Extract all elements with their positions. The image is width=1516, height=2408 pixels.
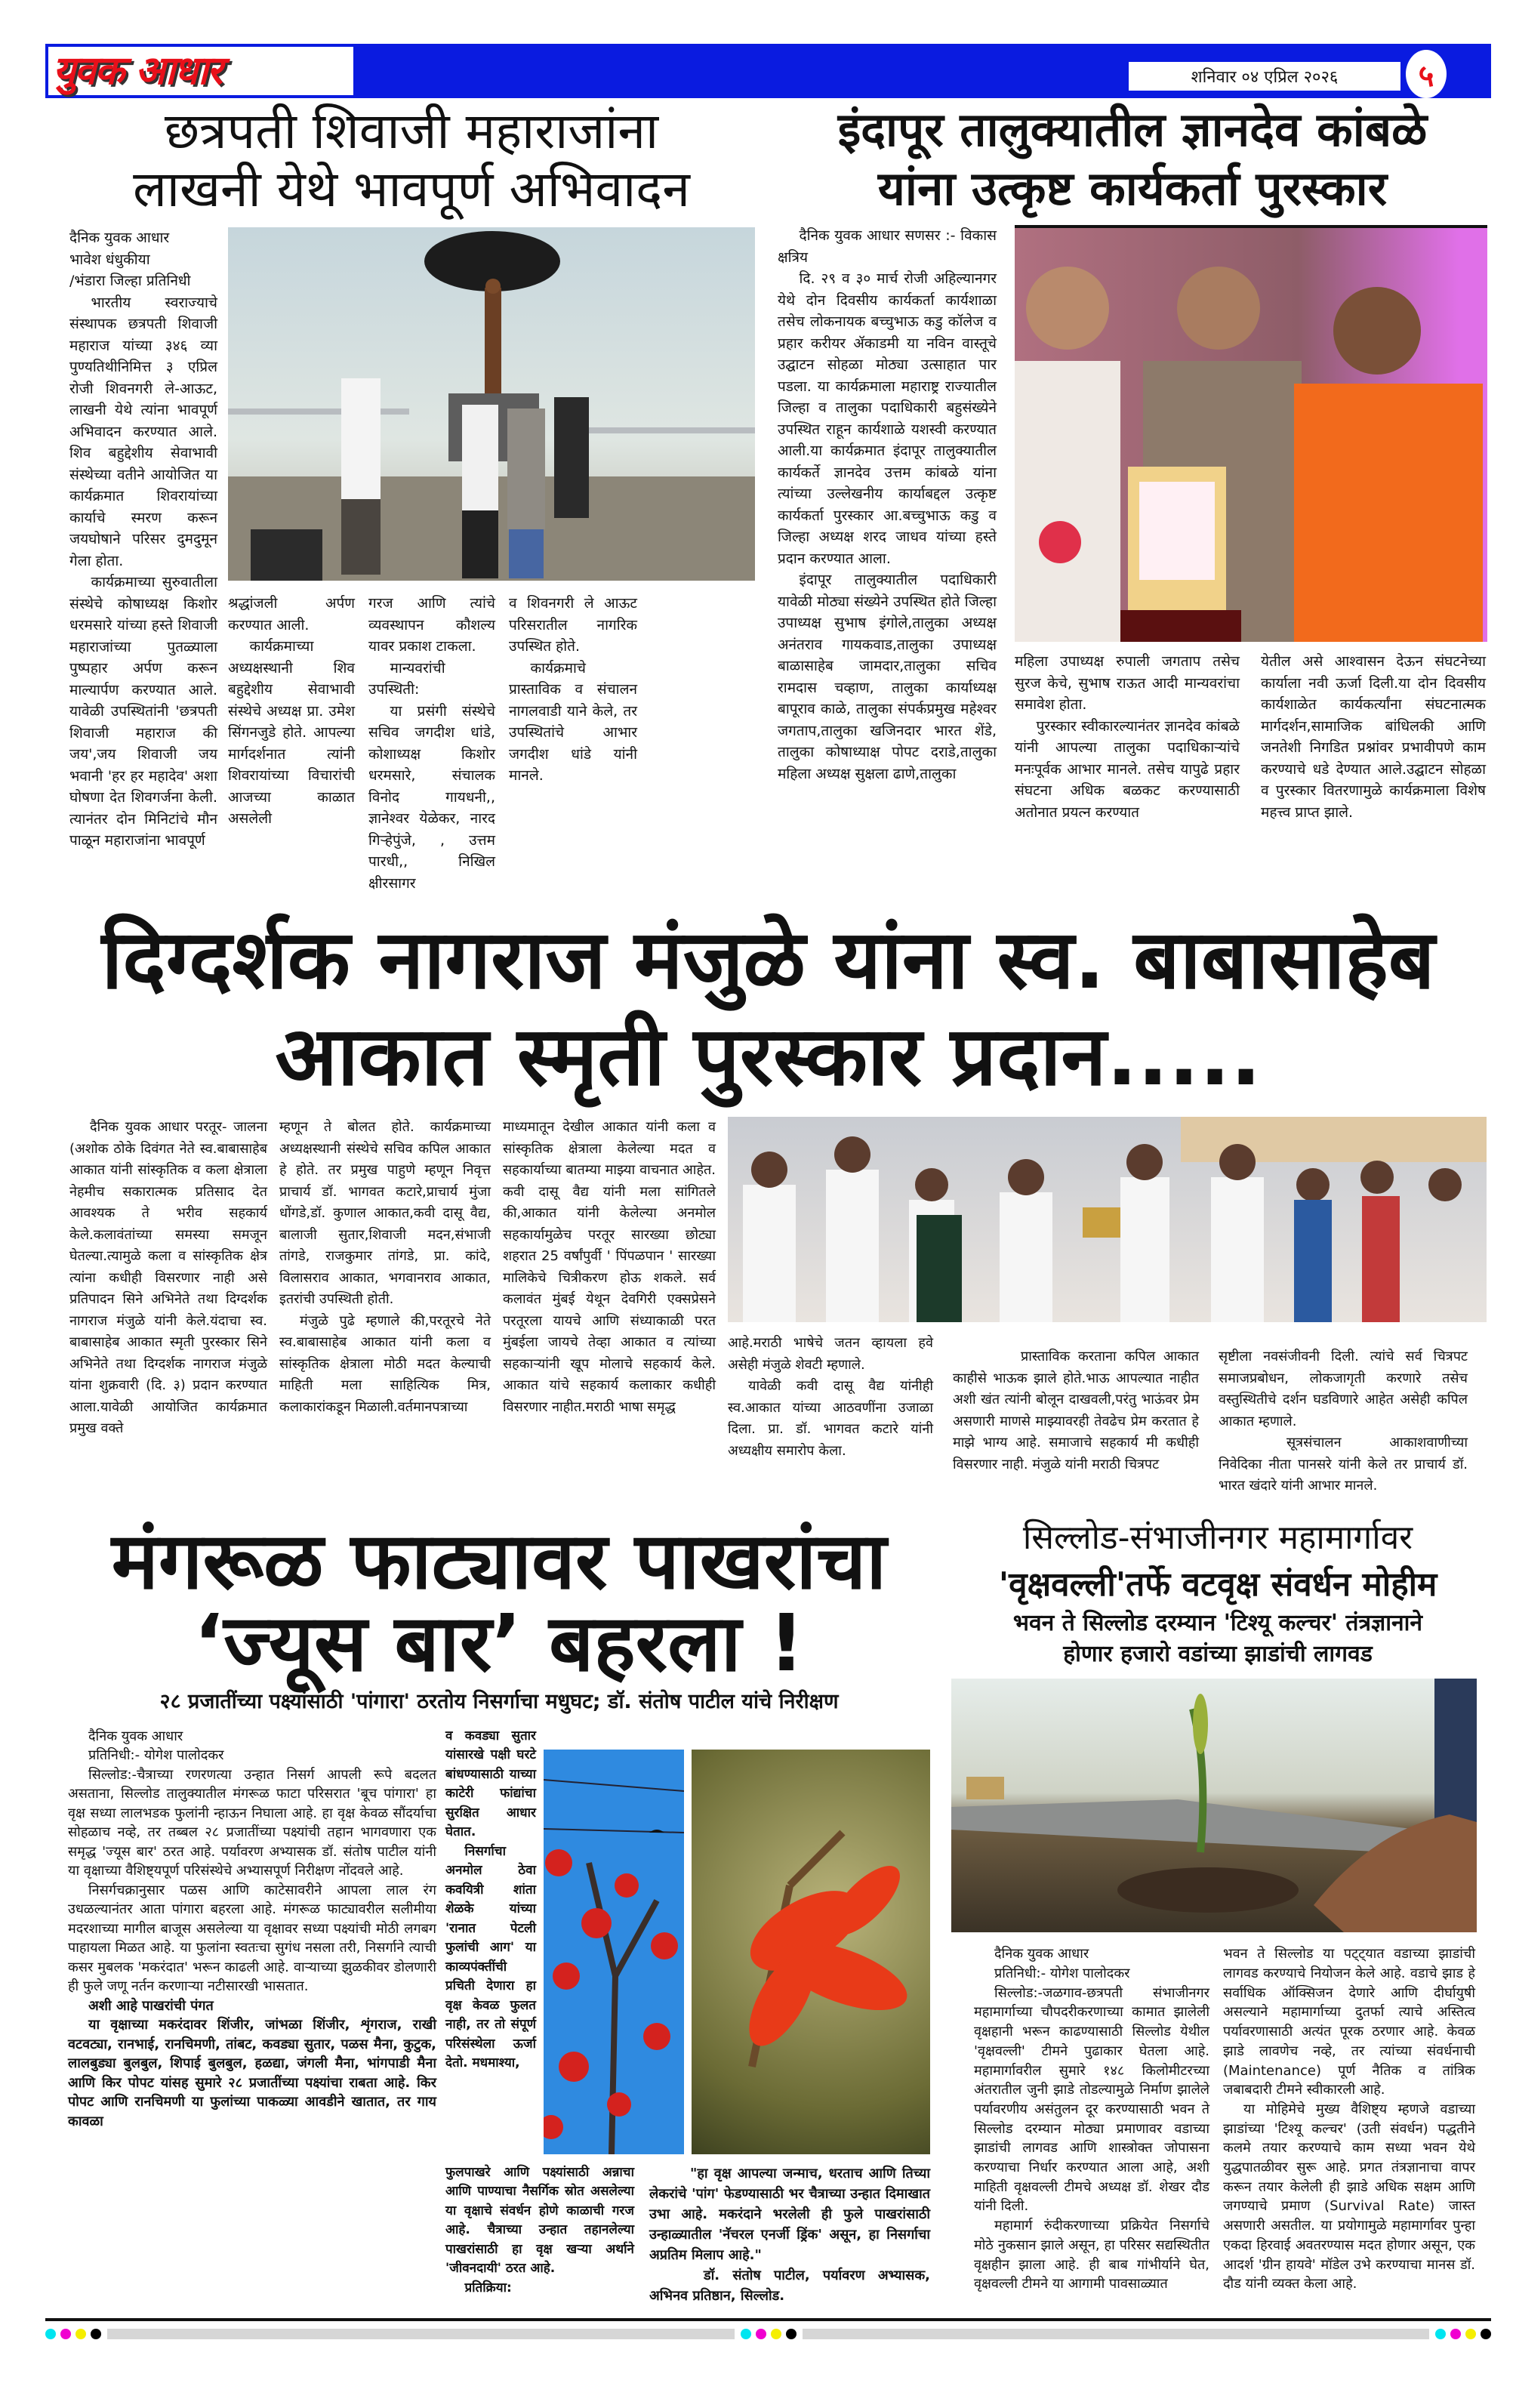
award-group-image — [728, 1117, 1487, 1322]
byline: दैनिक युवक आधार — [69, 230, 170, 247]
pangara-upper — [445, 1727, 930, 2154]
yellow-dot — [771, 2329, 781, 2339]
manjule-col-6 — [1219, 1346, 1468, 1497]
kamble-lower-cols — [1015, 651, 1487, 823]
pangara-flower-image — [692, 1750, 930, 2154]
article-vrukshavalli — [951, 1520, 1484, 2294]
pangara-headline — [68, 1514, 930, 1689]
headline-line: यांना उत्कृष्ट कार्यकर्ता पुरस्कार — [877, 161, 1388, 217]
kamble-body — [778, 225, 1487, 823]
footer-bar-left — [107, 2329, 735, 2339]
paragraph: दैनिक युवक आधार परतूर- जालना (अशोक ठोके दिवंगत नेते स्व.बाबासाहेब आकात यांनी सांस्कृतिक व कला क्षेत्राला नेहमीच सकारात्मक प्रतिसाद देत आवश्यक ते भरीव सहकार्य केले.कलावंतांच्या समस्या समजून घेतल्या.त्यामुळे कला व सांस्कृतिक क्षेत्र त्यांना कधीही विसरणार नाही असे प्रतिपादन सिने अभिनेते तथा दिग्दर्शक नागराज मंजुळे यांनी केले.यंदाचा स्व. बाबासाहेब आकात स्मृती पुरस्कार सिने अभिनेते तथा दिग्दर्शक नागराज मंजुळे यांना शुक्रवारी (दि. ३) प्रदान करण्यात आला.यावेळी आयोजित कार्यक्रमात प्रमुख वक्ते — [69, 1119, 267, 1437]
paragraph: निसर्गाचा अनमोल ठेवा कवयित्री शांता शेळके यांच्या 'रानात पेटली फुलांची आग' या काव्यपंक्तींची प्रचिती देणारा हा वृक्ष केवळ फुलत नाही, तर तो संपूर्ण परिसंस्थेला ऊर्जा देतो. मधमाश्या, — [445, 1843, 536, 2071]
paragraph: भवन ते सिल्लोड या पट्ट्यात वडाच्या झाडांची लागवड करण्याचे नियोजन केले आहे. वडाचे झाड हे सर्वाधिक ऑक्सिजन देणारे आणि दीर्घायुषी असल्याने महामार्गाच्या दुतर्फा त्याचे अस्तित्व पर्यावरणासाठी अत्यंत पूरक ठरणार आहे. केवळ झाडे लावणेच नव्हे, तर त्यांच्या संवर्धनाची (Maintenance) पूर्ण नैतिक व तांत्रिक जबाबदारी टीमने स्वीकारली आहे. — [1223, 1946, 1475, 2098]
paragraph: आहे.मराठी भाषेचे जतन व्हायला हवे असेही मंजुळे शेवटी म्हणाले. — [728, 1335, 933, 1373]
manjule-lower-cols — [728, 1333, 1487, 1497]
pangara-col-1 — [68, 1727, 436, 2132]
kamble-col-3 — [1261, 651, 1486, 823]
kamble-col-2 — [1015, 651, 1240, 823]
subheading: अशी आहे पाखरांची पंगत — [88, 1997, 214, 2014]
subheadline-line: होणार हजारो वडांच्या झाडांची लागवड — [1063, 1641, 1373, 1668]
footer-rule — [45, 2318, 1491, 2321]
vruksh-col-2 — [1223, 1944, 1475, 2294]
paragraph: फुलपाखरे आणि पक्ष्यांसाठी अन्नाचा आणि पाण्याचा नैसर्गिक स्रोत असलेल्या या वृक्षाचे संवर्धन होणे काळाची गरज आहे. चैत्राच्या उन्हात तहानलेल्या पाखरांसाठी हा वृक्ष खऱ्या अर्थाने 'जीवनदायी' ठरत आहे. — [445, 2164, 634, 2277]
headline-line: छत्रपती शिवाजी महाराजांना — [164, 102, 659, 160]
registration-dots-center — [741, 2329, 797, 2339]
paragraph: सिल्लोड:-चैत्राच्या रणरणत्या उन्हात निसर्ग आपली रूपे बदलत असताना, सिल्लोड तालुक्यातील मंगरूळ फाटा परिसरात 'बूच पांगारा' हा वृक्ष सध्या लालभडक फुलांनी न्हाऊन निघाला आहे. हा वृक्ष केवळ सौंदर्याचा सोहळाच नव्हे, तर तब्बल २८ प्रजातींच्या पक्ष्यांची तहान भागवणारा एक समृद्ध 'ज्यूस बार' ठरत आहे. पर्यावरण अभ्यासक डॉ. संतोष पाटील यांनी या वृक्षाच्या वैशिष्ट्यपूर्ण परिसंस्थेचे अभ्यासपूर्ण निरीक्षण नोंदवले आहे. — [68, 1766, 436, 1879]
paragraph: कार्यक्रमाच्या सुरुवातीला संस्थेचे कोषाध्यक्ष किशोर धरमसारे यांच्या हस्ते शिवाजी महाराजांच्या पुतळ्याला पुष्पहार अर्पण करून माल्यार्पण करण्यात आले. यावेळी उपस्थितांनी 'छत्रपती शिवाजी महाराज की जय',जय शिवाजी जय भवानी 'हर हर महादेव' अशा घोषणा देत शिवगर्जना केली. त्यानंतर दोन मिनिटांचे मौन पाळून महाराजांना भावपूर्ण — [69, 574, 217, 849]
pangara-col-3 — [445, 2163, 634, 2299]
headline-line: दिग्दर्शक नागराज मंजुळे यांना स्व. बाबासाहेब — [101, 913, 1435, 1008]
registration-dots-left — [45, 2329, 101, 2339]
logo-text: युवक आधार — [53, 48, 221, 94]
headline-line: ‘ज्यूस बार’ बहरला ! — [193, 1596, 805, 1689]
byline: दैनिक युवक आधार — [994, 1946, 1089, 1962]
byline: /भंडारा जिल्हा प्रतिनिधी — [69, 273, 191, 290]
page-number: ५ — [1406, 50, 1447, 98]
newspaper-logo — [48, 47, 353, 95]
byline: भावेश धंधुकीया — [69, 251, 150, 268]
subheadline-line: भवन ते सिल्लोड दरम्यान 'टिश्यू कल्चर' तंत्रज्ञानाने — [1012, 1610, 1423, 1637]
headline-line: सिल्लोड-संभाजीनगर महामार्गावर — [1022, 1518, 1413, 1557]
issue-date: शनिवार ०४ एप्रिल २०२६ — [1129, 62, 1400, 91]
subheading: प्रतिक्रिया: — [464, 2280, 512, 2295]
photo-pangara-flower — [692, 1750, 930, 2154]
headline-line: लाखनी येथे भावपूर्ण अभिवादन — [133, 159, 690, 218]
shivaji-headline — [45, 104, 755, 217]
paragraph: माध्यमातून देखील आकात यांनी कला व सांस्कृतिक क्षेत्राला केलेल्या मदत व सहकार्याच्या बातम्या माझ्या वाचनात आहेत. कवी दासू वैद्य यांनी मला सांगितले की,आकात यांनी केलेल्या अनमोल सहकार्यामुळेच परतूर सारख्या छोट्या शहरात 25 वर्षांपुर्वी ' पिंपळपान ' सारख्या मालिकेचे चित्रीकरण होऊ शकले. सर्व कलावंत मुंबई येथून देवगिरी एक्सप्रेसने परतूरला यायचे आणि संध्याकाळी परत मुंबईला जायचे तेव्हा आकात व त्यांच्या सहकाऱ्यांनी खूप मोलाचे सहकार्य केले. आकात यांचे सहकार्य कलाकार कधीही विसरणार नाहीत.मराठी भाषा समृद्ध — [503, 1119, 716, 1415]
black-dot — [786, 2329, 797, 2339]
manjule-col-5 — [953, 1346, 1199, 1475]
byline: दैनिक युवक आधार सणसर :- विकास क्षत्रिय — [778, 227, 997, 266]
pull-quote: "हा वृक्ष आपल्या जन्माच, धरताच आणि तिच्या लेकरांचे 'पांग' फेडण्यासाठी भर चैत्राच्या उन्हात दिमाखात उभा आहे. मकरंदाने भरलेली ही फुले पाखरांसाठी उन्हाळ्यातील 'नॅचरल एनर्जी ड्रिंक' असून, हा निसर्गाचा अप्रतिम मिलाप आहे." — [649, 2165, 930, 2263]
photo-bird-tree — [544, 1750, 684, 2154]
paragraph: सिल्लोड:-जळगाव-छत्रपती संभाजीनगर महामार्गाच्या चौपदरीकरणाच्या कामात झालेली वृक्षहानी भरून काढण्यासाठी सिल्लोड येथील 'वृक्षवल्ली' टीमने पुढाकार घेतला आहे. महामार्गावरील सुमारे १४८ किलोमीटरच्या अंतरातील जुनी झाडे तोडल्यामुळे निर्माण झालेले पर्यावरणीय असंतुलन दूर करण्यासाठी भवन ते सिल्लोड दरम्यान मोठ्या प्रमाणावर वडाच्या झाडांची लागवड आणि शास्त्रोक्त जोपासना करण्याचा निर्धार करण्यात आला आहे, अशी माहिती वृक्षवल्ली टीमचे अध्यक्ष डॉ. शेखर दौड यांनी दिली. — [974, 1984, 1209, 2215]
headline-line: मंगरूळ फाट्यावर पाखरांचा — [111, 1514, 887, 1607]
paragraph: सूत्रसंचालन आकाशवाणीच्या निवेदिका नीता पानसरे यांनी केले तर प्राचार्य डॉ. भारत खंदारे यांनी आभार मानले. — [1219, 1435, 1468, 1494]
article-kamble — [778, 104, 1487, 823]
paragraph: या मोहिमेचे मुख्य वैशिष्ट्य म्हणजे वडाच्या झाडांच्या 'टिश्यू कल्चर' (उती संवर्धन) पद्धतीने कलमे तयार करण्याचे काम सध्या भवन येथे युद्धपातळीवर सुरू आहे. प्रगत तंत्रज्ञानाचा वापर करून तयार केलेली ही झाडे अधिक सक्षम आणि जगण्याचे प्रमाण (Survival Rate) जास्त असणारी असतील. या प्रयोगामुळे महामार्गावर पुन्हा एकदा हिरवाई अवतरण्यास मदत होणार असून, एक आदर्श 'ग्रीन हायवे' मॉडेल उभे करण्याचा मानस डॉ. दौड यांनी व्यक्त केला आहे. — [1223, 2101, 1475, 2292]
paragraph: श्रद्धांजली अर्पण करण्यात आली. — [228, 595, 355, 634]
headline-line: आकात स्मृती पुरस्कार प्रदान..... — [275, 1009, 1262, 1104]
photo-tree-planting — [951, 1679, 1477, 1932]
sapling-planting-image — [951, 1679, 1477, 1932]
byline: प्रतिनिधी:- योगेश पालोदकर — [88, 1747, 224, 1764]
masthead-bar — [45, 44, 1491, 98]
cyan-dot — [1435, 2329, 1446, 2339]
shivaji-col-4 — [509, 593, 637, 787]
paragraph: दि. २९ व ३० मार्च रोजी अहिल्यानगर येथे दोन दिवसीय कार्यकर्ता कार्यशाळा तसेच लोकनायक बच्चुभाऊ कडु कॉलेज व प्रहार करीयर ॲकाडमी या नविन वास्तूचे उद्घाटन सोहळा मोठ्या उत्साहात पार पडला. या कार्यक्रमाला महाराष्ट्र राज्यातील जिल्हा व तालुका पदाधिकारी बहुसंख्येने उपस्थित राहून कार्यशाळे यशस्वी करण्यात आली.या कार्यक्रमात इंदापूर तालुक्यातील कार्यकर्ते ज्ञानदेव उत्तम कांबळे यांना त्यांच्या उल्लेखनीय कार्याबद्दल उत्कृष्ट कार्यकर्ता पुरस्कार आ.बच्चुभाऊ कडु व जिल्हा अध्यक्ष शरद जाधव यांच्या हस्ते प्रदान करण्यात आला. — [778, 270, 997, 567]
pangara-right-area — [445, 1727, 930, 2306]
shivaji-col-3 — [368, 593, 495, 894]
kamble-col-1 — [778, 225, 997, 785]
manjule-body — [45, 1117, 1491, 1497]
vruksh-headline — [951, 1520, 1484, 1667]
paragraph: कार्यक्रमाचे प्रास्ताविक व संचालन नागलवाडी याने केले, तर उपस्थितांचे आभार जगदीश धांडे यांनी मानले. — [509, 659, 637, 785]
pangara-body — [68, 1727, 930, 2306]
paragraph: इंदापूर तालुक्यातील पदाधिकारी यावेळी मोठ्या संख्येने उपस्थित होते जिल्हा उपाध्यक्ष सुभाष इंगोले,तालुका अध्यक्ष अनंतराव गायकवाड,तालुका उपाध्यक्ष बाळासाहेब जामदार,तालुका सचिव रामदास चव्हाण, तालुका कार्याध्यक्ष बापूराव काळे, तालुका संपर्कप्रमुख महेश्वर जगताप,तालुका खजिनदार भारत शेंडे, तालुका कोषाध्याक्ष पोपट दराडे,तालुका महिला अध्यक्ष सुक्षला ढाणे,तालुका — [778, 572, 997, 782]
paragraph: महामार्ग रुंदीकरणाच्या प्रक्रियेत निसर्गाचे मोठे नुकसान झाले असून, हा परिसर सद्यस्थितीत वृक्षहीन झाला आहे. ही बाब गांभीर्याने घेत, वृक्षवल्ली टीमने या आगामी पावसाळ्यात — [974, 2218, 1209, 2292]
pangara-lower — [445, 2163, 930, 2306]
registration-dots-right — [1435, 2329, 1491, 2339]
statue-image — [228, 227, 755, 581]
pangara-subheadline: २८ प्रजातींच्या पक्ष्यांसाठी 'पांगारा' ठरतोय निसर्गाचा मधुघट; डॉ. संतोष पाटील यांचे निरीक्षण — [159, 1689, 839, 1713]
manjule-col-2 — [279, 1117, 491, 1418]
kamble-headline — [778, 102, 1487, 217]
bottom-row — [45, 1514, 1491, 2306]
photo-shivaji-statue — [228, 227, 755, 581]
black-dot — [1481, 2329, 1491, 2339]
cyan-dot — [741, 2329, 751, 2339]
award-image — [1015, 225, 1487, 642]
yellow-dot — [1465, 2329, 1476, 2339]
manjule-col-4 — [728, 1333, 933, 1462]
headline-line: इंदापूर तालुक्यातील ज्ञानदेव कांबळे — [837, 102, 1428, 157]
quote-attribution: डॉ. संतोष पाटील, पर्यावरण अभ्यासक, अभिनव प्रतिष्ठान, सिल्लोड. — [649, 2267, 930, 2304]
photo-manjule-award — [728, 1117, 1487, 1322]
paragraph: येतील असे आश्वासन देऊन संघटनेच्या कार्याला नवी ऊर्जा दिली.या दोन दिवसीय कार्यशाळेत कार्यकर्त्यांना संघटनात्मक मार्गदर्शन,सामाजिक बांधिलकी आणि जनतेशी निगडित प्रश्नांवर प्रभावीपणे काम करण्याचे धडे देण्यात आले.उद्घाटन सोहळा व पुरस्कार वितरणामुळे कार्यक्रमाला विशेष महत्त्व प्राप्त झाले. — [1261, 653, 1486, 821]
footer-marks — [45, 2329, 1491, 2339]
shivaji-body — [45, 227, 755, 894]
shivaji-col-2 — [228, 593, 355, 830]
paragraph: गरज आणि त्यांचे व्यवस्थापन कौशल्य यावर प्रकाश टाकला. — [368, 595, 495, 655]
paragraph: पुरस्कार स्वीकारल्यानंतर ज्ञानदेव कांबळे यांनी आपल्या तालुका पदाधिकाऱ्यांचे मनःपूर्वक आभार मानले. तसेच यापुढे प्रहार संघटना अधिक बळकट करण्यासाठी अतोनात प्रयत्न करण्यात — [1015, 717, 1240, 821]
paragraph: या वृक्षाच्या मकरंदावर शिंजीर, जांभळा शिंजीर, शृंगराज, राखी वटवट्या, रानभाई, रानचिमणी, तांबट, कवड्या सुतार, पळस मैना, कुटुक, लालबुड्या बुलबुल, शिपाई बुलबुल, हळद्या, जंगली मैना, भांगपाडी मैना आणि किर पोपट यांसह सुमारे २८ प्रजातींच्या पक्ष्यांचा राबता आहे. किर पोपट आणि रानचिमणी या फुलांच्या पाकळ्या आवडीने खातात, तर गाय कावळा — [68, 2017, 436, 2129]
shivaji-lower-cols — [228, 593, 755, 894]
paragraph: कार्यक्रमाच्या अध्यक्षस्थानी शिव बहुद्देशीय सेवाभावी संस्थेचे अध्यक्ष प्रा. उमेश सिंगनजुडे होते. आपल्या मार्गदर्शनात त्यांनी शिवरायांच्या विचारांची आजच्या काळात असलेली — [228, 638, 355, 828]
manjule-col-1 — [69, 1117, 267, 1440]
paragraph: सृष्टीला नवसंजीवनी दिली. त्यांचे सर्व चित्रपट समाजप्रबोधन, लोकजागृती करणारे तसेच वस्तुस्थितीचे दर्शन घडविणारे आहेत असेही कपिल आकात म्हणाले. — [1219, 1349, 1468, 1429]
top-row — [45, 104, 1491, 894]
subheading: मान्यवरांची उपस्थिती: — [368, 659, 445, 698]
manjule-right-area — [728, 1117, 1487, 1497]
yellow-dot — [75, 2329, 86, 2339]
kamble-right-area — [1015, 225, 1487, 823]
article-pangara — [68, 1514, 930, 2306]
headline-line: 'वृक्षवल्ली'तर्फे वटवृक्ष संवर्धन मोहीम — [998, 1565, 1437, 1604]
paragraph: व शिवनगरी ले आऊट परिसरातील नागरिक उपस्थित होते. — [509, 595, 637, 655]
byline: दैनिक युवक आधार — [88, 1728, 183, 1744]
paragraph: प्रास्ताविक करताना कपिल आकात काहीसे भाऊक झाले होते.भाऊ आपल्यात नाहीत अशी खंत त्यांनी बोलून दाखवली,परंतु भाऊंवर प्रेम असणारी माणसे माझ्यावरही तेवढेच प्रेम करतात हे माझे भाग्य आहे. समाजाचे सहकार्य मी कधीही विसरणार नाही. मंजुळे यांनी मराठी चित्रपट — [953, 1349, 1199, 1472]
pangara-quote-col — [649, 2163, 930, 2306]
vruksh-col-1 — [974, 1944, 1209, 2294]
black-dot — [91, 2329, 101, 2339]
paragraph: व कवड्या सुतार यांसारखे पक्षी घरटे बांधण्यासाठी याच्या काटेरी फांद्यांचा सुरक्षित आधार घेतात. — [445, 1728, 536, 1840]
bird-on-pangara-image — [544, 1750, 684, 2154]
byline: प्रतिनिधी:- योगेश पालोदकर — [994, 1966, 1130, 1982]
vruksh-body — [951, 1944, 1484, 2294]
footer-bar-right — [803, 2329, 1430, 2339]
paragraph: यावेळी कवी दासू वैद्य यांनीही स्व.आकात यांच्या आठवणींना उजाळा दिला. प्रा. डॉ. भागवत कटारे यांनी अध्यक्षीय समारोप केला. — [728, 1378, 933, 1459]
pangara-col-2 — [445, 1727, 536, 2073]
paragraph: महिला उपाध्यक्ष रुपाली जगताप तसेच सुरज केचे, सुभाष राऊत आदी मान्यवरांचा समावेश होता. — [1015, 653, 1240, 714]
magenta-dot — [1450, 2329, 1461, 2339]
paragraph: मंजुळे पुढे म्हणाले की,परतूरचे नेते स्व.बाबासाहेब आकात यांनी कला व सांस्कृतिक क्षेत्राला मोठी मदत केल्याची माहिती मला साहित्यिक मित्र, कलाकारांकडून मिळाली.वर्तमानपत्राच्या — [279, 1312, 491, 1415]
shivaji-col-1 — [69, 227, 217, 852]
paragraph: या प्रसंगी संस्थेचे सचिव जगदीश धांडे, कोशाध्यक्ष किशोर धरमसारे, संचालक विनोद गायधनी,, ज्ञानेश्वर येळेकर, नारद गिऱ्हेपुंजे, , उत्तम पारधी,, निखिल क्षीरसागर — [368, 702, 495, 892]
manjule-headline — [45, 912, 1491, 1105]
article-shivaji — [45, 104, 755, 894]
cyan-dot — [45, 2329, 56, 2339]
manjule-col-3 — [503, 1117, 716, 1418]
shivaji-right-area — [228, 227, 755, 894]
magenta-dot — [60, 2329, 71, 2339]
magenta-dot — [756, 2329, 766, 2339]
paragraph: म्हणून ते बोलत होते. कार्यक्रमाच्या अध्यक्षस्थानी संस्थेचे सचिव कपिल आकात हे होते. तर प्रमुख पाहुणे म्हणून निवृत्त प्राचार्य डॉ. भागवत कटारे,प्राचार्य मुंजा धोंगडे,डॉ. कुणाल आकात,कवी दासू वैद्य, बालाजी सुतार,शिवाजी मदन,संभाजी तांगडे, राजकुमार तांगडे, प्रा. कांदे, विलासराव आकात, भगवानराव आकात, इतरांची उपस्थिती होती. — [279, 1119, 491, 1308]
paragraph: निसर्गचक्रानुसार पळस आणि काटेसावरीने आपला लाल रंग उधळल्यानंतर आता पांगारा बहरला आहे. मंगरूळ फाट्यावरील सलीमीया मदरशाच्या मागील बाजूस असलेल्या या वृक्षावर सध्या पक्ष्यांची मोठी लगबग पाहायला मिळत आहे. या फुलांना स्वतःचा सुगंध नसला तरी, निसर्गाने त्याची कसर मुबलक 'मकरंदात' भरून काढली आहे. वाऱ्याच्या झुळकीवर डोलणारी ही फुले जणू नर्तन करणाऱ्या नटीसारखी भासतात. — [68, 1882, 436, 1995]
photo-award-ceremony — [1015, 225, 1487, 642]
paragraph: भारतीय स्वराज्याचे संस्थापक छत्रपती शिवाजी महाराज यांच्या ३४६ व्या पुण्यतिथीनिमित्त ३ एप्रिल रोजी शिवनगरी ले-आऊट, लाखनी येथे त्यांना भावपूर्ण अभिवादन करण्यात आले. शिव बहुद्देशीय सेवाभावी संस्थेच्या वतीने आयोजित या कार्यक्रमात शिवरायांच्या कार्याचे स्मरण करून जयघोषाने परिसर दुमदुमून गेला होता. — [69, 294, 217, 569]
